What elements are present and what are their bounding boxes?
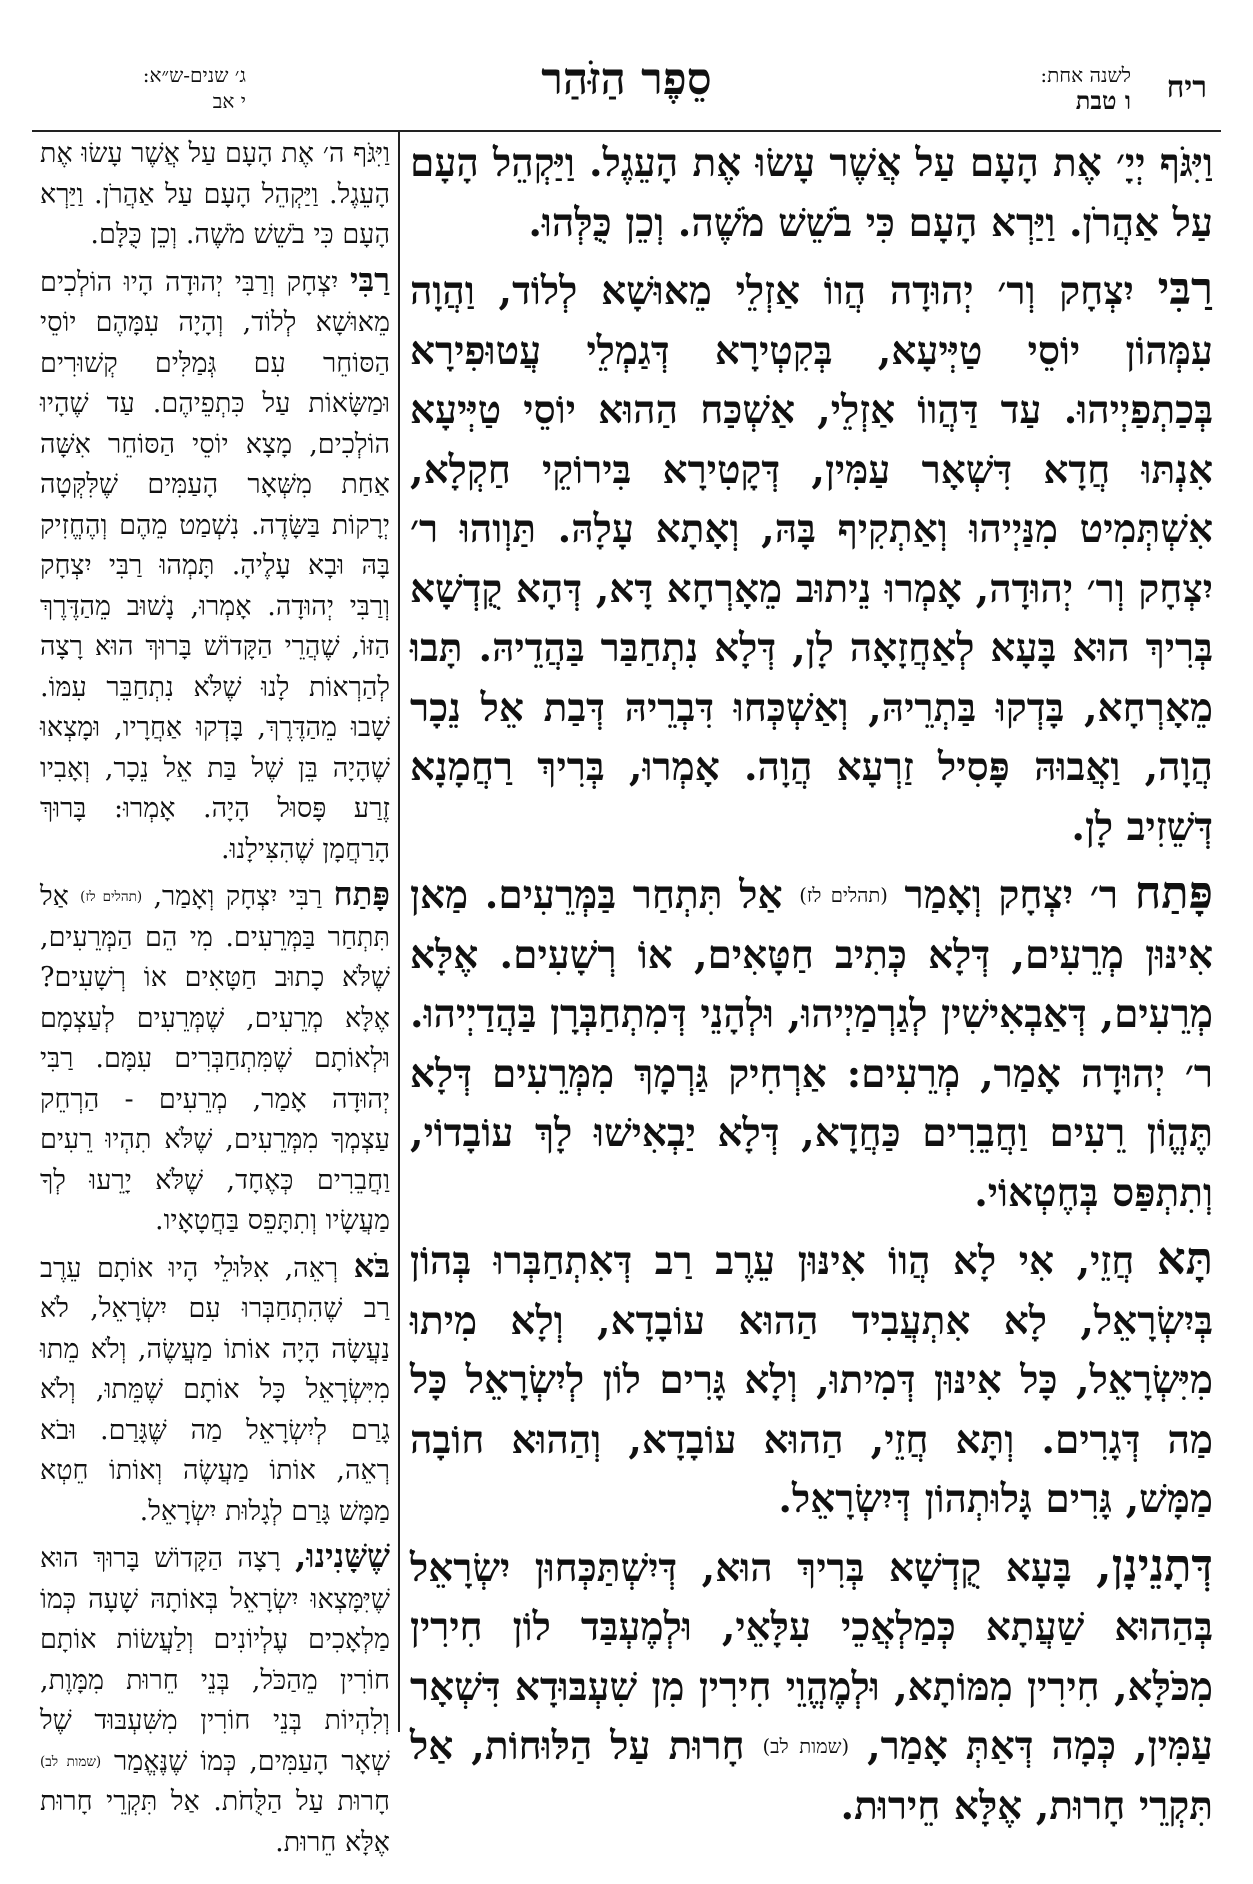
side-text-3b: אַל תִּתְחַר בַּמְּרֵעִים. מִי הֵם הַמְּרֵעִים, שֶׁלֹּא כָתוּב חַטָּאִים אוֹ רְשָׁעִים? אֶלָּא מְרֵעִים, שֶׁמְּרֵעִים לְעַצְמָם וּלְאוֹתָם שֶׁמִּתְחַבְּרִים עִמָּם. רַבִּי יְהוּדָה אָמַר, מְרֵעִים - הַרְחֵק עַצְמְךָ מִמְּרֵעִים, שֶׁלֹּא תִהְיוּ רֵעִים וַחֲבֵרִים כְּאֶחָד, שֶׁלֹּא יָרֵעוּ לְךָ מַעֲשָׂיו וְתִתָּפֵס בַּחֲטָאָיו. bbox=[40, 881, 390, 1236]
page-header bbox=[32, 48, 1221, 128]
main-paragraph-5 bbox=[410, 1536, 1213, 1837]
side-paragraph-2 bbox=[40, 260, 390, 871]
main-text-4: חֲזֵי, אִי לָא הֲווֹ אִינּוּן עֵרֶב רַב דְּאִתְחַבְּרוּ בְּהוֹן בְּיִשְׂרָאֵל, לָא אִתְעֲבִיד הַהוּא עוֹבָדָא, וְלָא מִיתוּ מִיִּשְׂרָאֵל, כָּל אִינּוּן דְּמִיתוּ, וְלָא גָּרִים לוֹן לְיִשְׂרָאֵל כָּל מַה דְּגָרִים. וְתָּא חֲזֵי, הַהוּא עוֹבָדָא, וְהַהוּא חוֹבָה מַמָּשׁ, גָּרִים גָּלוּתְהוֹן דְּיִשְׂרָאֵל. bbox=[410, 1238, 1213, 1523]
main-verse: וַיִּגֹּף יְיָ׳ אֶת הָעָם עַל אֲשֶׁר עָשׂוּ אֶת הָעֵגֶל. וַיַּקְהֵל הָעָם עַל אַהֲרֹן. וַיַּרְא הָעָם כִּי בֹשֵׁשׁ מֹשֶׁה. וְכֵן כֻּלְּהוּ. bbox=[410, 140, 1213, 246]
aramaic-text-column bbox=[410, 134, 1213, 1829]
side-initial-word-5: שֶׁשָּׁנִינוּ, bbox=[295, 1537, 390, 1575]
main-initial-word-3: פָּתַח bbox=[1134, 866, 1213, 919]
main-text-5b: חָרוּת עַל הַלּוּחוֹת, אַל תִּקְרֵי חָרוּת, אֶלָּא חֵירוּת. bbox=[410, 1723, 1213, 1829]
main-scripture-ref-5: (שמות לב) bbox=[762, 1735, 850, 1759]
side-scripture-ref-3: (תהלים לז) bbox=[80, 888, 143, 905]
side-paragraph-1 bbox=[40, 134, 390, 256]
book-title: סֵפֶר הַזֹּהַר bbox=[541, 54, 712, 105]
main-initial-word-5: דְּתָנֵינָן, bbox=[1096, 1538, 1213, 1592]
main-text-5a: בָּעָא קֻדְשָׁא בְּרִיךְ הוּא, דְּיִשְׁתַּכְּחוּן יִשְׂרָאֵל בְּהַהוּא שַׁעֲתָא כְּמַלְאֲכֵי עִלָּאֵי, וּלְמֶעְבַּד לוֹן חִירִין מִכֹּלָּא, חִירִין מִמּוֹתָא, וּלְמֶהֱוֵי חִירִין מִן שִׁעְבּוּדָא דִּשְׁאָר עַמִּין, כְּמָה דְּאַתְּ אָמַר, bbox=[410, 1544, 1213, 1770]
side-scripture-ref-5: (שמות לב) bbox=[40, 1753, 102, 1770]
main-paragraph-4 bbox=[410, 1229, 1213, 1530]
page-number: ריח bbox=[1166, 70, 1207, 105]
schedule-date-three-years: י אב bbox=[212, 89, 246, 113]
main-paragraph-1 bbox=[410, 134, 1213, 253]
main-text-3a: ר׳ יִצְחָק וְאָמַר bbox=[887, 872, 1135, 918]
schedule-label-three-years: ג׳ שנים-ש״א: bbox=[142, 63, 246, 87]
side-text-4: רְאֵה, אִלּוּלֵי הָיוּ אוֹתָם עֵרֶב רַב שֶׁהִתְחַבְּרוּ עִם יִשְׂרָאֵל, לֹא נַעֲשָׂה הָיָה אוֹתוֹ מַעֲשֶׂה, וְלֹא מֵתוּ מִיִּשְׂרָאֵל כָּל אוֹתָם שֶׁמֵּתוּ, וְלֹא גָרַם לְיִשְׂרָאֵל מַה שֶּׁגָּרַם. וּבֹא רְאֵה, אוֹתוֹ מַעֲשֶׂה וְאוֹתוֹ חֵטְא מַמָּשׁ גָּרַם לְגָלוּת יִשְׂרָאֵל. bbox=[40, 1252, 390, 1527]
side-text-2: יִצְחָק וְרַבִּי יְהוּדָה הָיוּ הוֹלְכִים מֵאוּשָׁא לְלוֹד, וְהָיָה עִמָּהֶם יוֹסֵי הַסּוֹחֵר עִם גְּמַלִּים קְשׁוּרִים וּמַשָּׂאוֹת עַל כִּתְפֵיהֶם. עַד שֶׁהָיוּ הוֹלְכִים, מָצָא יוֹסֵי הַסּוֹחֵר אִשָּׁה אַחַת מִשְּׁאָר הָעַמִּים שֶׁלִּקְּטָה יְרָקוֹת בַּשָּׂדֶה. נִשְׁמַט מֵהֶם וְהֶחֱזִיק בָּהּ וּבָא עָלֶיהָ. תָּמְהוּ רַבִּי יִצְחָק וְרַבִּי יְהוּדָה. אָמְרוּ, נָשׁוּב מֵהַדֶּרֶךְ הַזּוֹ, שֶׁהֲרֵי הַקָּדוֹשׁ בָּרוּךְ הוּא רָצָה לְהַרְאוֹת לָנוּ שֶׁלֹּא נִתְחַבֵּר עִמּוֹ. שָׁבוּ מֵהַדֶּרֶךְ, בָּדְקוּ אַחֲרָיו, וּמָצְאוּ שֶׁהָיָה בֵּן שֶׁל בַּת אֵל נֵכָר, וְאָבִיו זֶרַע פָּסוּל הָיָה. אָמְרוּ: בָּרוּךְ הָרַחֲמָן שֶׁהִצִּילָנוּ. bbox=[40, 266, 390, 865]
side-initial-word-3: פָּתַח bbox=[333, 875, 390, 913]
header-rule bbox=[32, 130, 1221, 132]
side-text-5b: חָרוּת עַל הַלֻּחֹת. אַל תִּקְרֵי חָרוּת אֶלָּא חֵרוּת. bbox=[40, 1786, 390, 1858]
side-text-3a: רַבִּי יִצְחָק וְאָמַר, bbox=[142, 881, 334, 912]
side-initial-word-4: בֹּא bbox=[353, 1246, 390, 1285]
hebrew-translation-column bbox=[40, 134, 390, 1858]
schedule-date-one-year: ו טבת bbox=[1075, 86, 1131, 115]
schedule-label-one-year: לשנה אחת: bbox=[1040, 63, 1131, 87]
side-initial-word-2: רַבִּי bbox=[349, 260, 390, 299]
side-paragraph-4 bbox=[40, 1246, 390, 1533]
side-paragraph-5 bbox=[40, 1536, 390, 1863]
main-paragraph-2 bbox=[410, 259, 1213, 857]
column-divider bbox=[398, 132, 400, 1732]
main-scripture-ref-3: (תהלים לז) bbox=[799, 884, 888, 908]
main-text-2: יִצְחָק וְר׳ יְהוּדָה הֲווֹ אַזְלֵי מֵאוּשָׁא לְלוֹד, וַהֲוָה עִמְּהוֹן יוֹסֵי טַיְּיעָא, בְּקִטְירָא דְּגַמְלֵי עֲטוּפִירָא בְּכַתְפַיְיהוּ. עַד דַּהֲווֹ אַזְלֵי, אַשְׁכַּח הַהוּא יוֹסֵי טַיְּיעָא אִנְתּוּ חֲדָא דִּשְׁאָר עַמִּין, דְּקָטִירָא בִּירוֹקֵי חַקְלָא, אִשְׁתְּמִיט מִנַּיְיהוּ וְאַתְקִיף בָּהּ, וְאָתָא עָלָהּ. תַּוְוהוּ ר׳ יִצְחָק וְר׳ יְהוּדָה, אָמְרוּ נֵיתוּב מֵאָרְחָא דָּא, דְּהָא קֻדְשָׁא בְּרִיךְ הוּא בָּעָא לְאַחֲזָאָה לָן, דְּלָא נִתְחַבַּר בַּהֲדֵיהּ. תָּבוּ מֵאָרְחָא, בָּדְקוּ בַּתְרֵיהּ, וְאַשְׁכְּחוּ דִּבְרֵיהּ דְּבַת אֵל נֵכָר הֲוָה, וַאֲבוּהּ פָּסִיל זַרְעָא הֲוָה. אָמְרוּ, בְּרִיךְ רַחֲמָנָא דְּשֵׁזִיב לָן. bbox=[410, 268, 1213, 850]
main-initial-word-2: רַבִּי bbox=[1157, 262, 1213, 315]
main-paragraph-3 bbox=[410, 863, 1213, 1223]
daily-schedule-three-years bbox=[46, 62, 246, 114]
main-text-3b: אַל תִּתְחַר בַּמְּרֵעִים. מַאן אִינּוּן מְרֵעִים, דְּלָא כְּתִיב חַטָּאִים, אוֹ רְשָׁעִים. אֶלָּא מְרֵעִים, דְּאַבְאִישִׁין לְגַרְמַיְיהוּ, וּלְהָנֵי דְּמִתְחַבְּרָן בַּהֲדַיְיהוּ. ר׳ יְהוּדָה אָמַר, מְרֵעִים: אַרְחִיק גַּרְמָךְ מִמְּרֵעִים דְּלָא תֶּהֱוֹן רֵעִים וַחֲבֵרִים כַּחֲדָא, דְּלָא יַבְאִישׁוּ לָךְ עוֹבָדוֹי, וְתִתְפַּס בְּחֶטְאוֹי. bbox=[410, 872, 1213, 1216]
side-verse: וַיִּגֹּף ה׳ אֶת הָעָם עַל אֲשֶׁר עָשׂוּ אֶת הָעֵגֶל. וַיַּקְהֵל הָעָם עַל אַהֲרֹן. וַיַּרְא הָעָם כִּי בֹשֵׁשׁ מֹשֶׁה. וְכֵן כֻּלָּם. bbox=[40, 138, 390, 250]
side-text-5a: רָצָה הַקָּדוֹשׁ בָּרוּךְ הוּא שֶׁיִּמָּצְאוּ יִשְׂרָאֵל בְּאוֹתָהּ שָׁעָה כְּמוֹ מַלְאָכִים עֶלְיוֹנִים וְלַעֲשׂוֹת אוֹתָם חוֹרִין מֵהַכֹּל, בְּנֵי חֵרוּת מִמָּוֶת, וְלִהְיוֹת בְּנֵי חוֹרִין מִשִּׁעְבּוּד שֶׁל שְׁאָר הָעַמִּים, כְּמוֹ שֶׁנֶּאֱמַר bbox=[40, 1543, 390, 1777]
side-paragraph-3 bbox=[40, 874, 390, 1242]
main-initial-word-4: תָּא bbox=[1156, 1232, 1213, 1286]
